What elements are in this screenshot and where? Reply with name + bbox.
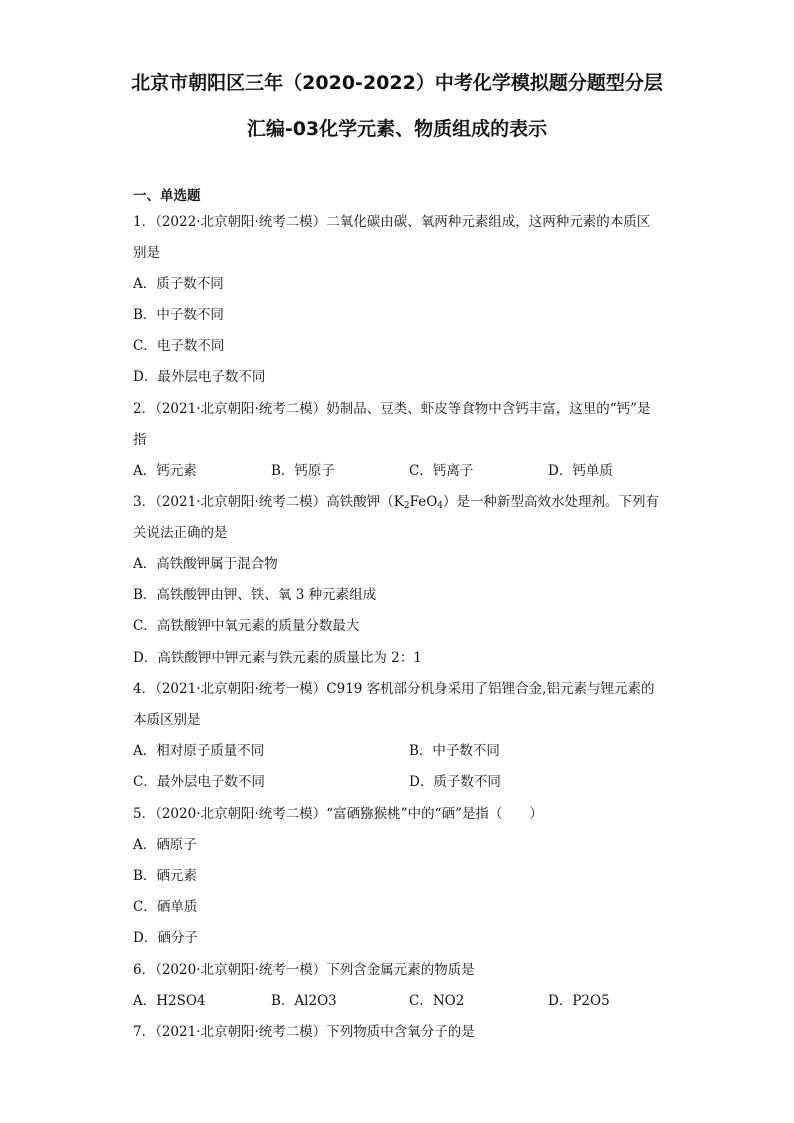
question-3-stem-part-a: 3．（2021·北京朝阳·统考二模）高铁酸钾（K [133,494,404,510]
document-title-line-1: 北京市朝阳区三年（2020-2022）中考化学模拟题分题型分层 [131,72,663,94]
section-heading: 一、单选题 [133,188,201,204]
question-2-option-c: C．钙离子 [409,463,474,479]
question-5-option-d: D．硒分子 [133,930,198,946]
question-6-option-d: D．P2O5 [548,993,610,1009]
question-5-stem: 5．（2020·北京朝阳·统考二模）“富硒猕猴桃”中的“硒”是指（ ） [133,806,543,822]
question-3-option-a: A．高铁酸钾属于混合物 [133,556,278,572]
question-2-option-b: B．钙原子 [271,463,335,479]
question-3-stem-cont: 关说法正确的是 [133,525,228,541]
question-6-option-b: B．Al2O3 [271,993,337,1009]
question-4-option-d: D．质子数不同 [409,774,501,790]
question-5-option-b: B．硒元素 [133,868,197,884]
question-4-option-c: C．最外层电子数不同 [133,774,265,790]
question-7-stem: 7．（2021·北京朝阳·统考二模）下列物质中含氧分子的是 [133,1024,475,1040]
question-1-option-a: A．质子数不同 [133,276,224,292]
question-3-subscript-1: 2 [403,501,410,511]
question-1-stem-cont: 别是 [133,245,160,261]
question-1-option-d: D．最外层电子数不同 [133,369,266,385]
question-3-option-c: C．高铁酸钾中氧元素的质量分数最大 [133,618,360,634]
question-3-option-d: D．高铁酸钾中钾元素与铁元素的质量比为 2：1 [133,650,422,666]
question-2-option-d: D．钙单质 [548,463,613,479]
document-title-line-2: 汇编-03化学元素、物质组成的表示 [246,118,548,140]
question-3-subscript-2: 4 [437,501,444,511]
question-3-stem-part-b: FeO [409,494,438,510]
question-3-stem-part-c: ）是一种新型高效水处理剂。下列有 [443,494,660,510]
question-2-stem: 2．（2021·北京朝阳·统考二模）奶制品、豆类、虾皮等食物中含钙丰富，这里的“钙”是 [133,401,651,417]
question-2-option-a: A．钙元素 [133,463,197,479]
question-1-stem: 1．（2022·北京朝阳·统考二模）二氧化碳由碳、氧两种元素组成，这两种元素的本质区 [133,214,651,230]
question-4-option-a: A．相对原子质量不同 [133,743,265,759]
question-6-option-c: C．NO2 [409,993,465,1009]
question-2-stem-cont: 指 [133,432,147,448]
question-4-option-b: B．中子数不同 [409,743,500,759]
question-1-option-c: C．电子数不同 [133,338,225,354]
question-1-option-b: B．中子数不同 [133,307,224,323]
question-5-option-a: A．硒原子 [133,837,197,853]
question-6-option-a: A．H2SO4 [133,993,206,1009]
question-6-stem: 6．（2020·北京朝阳·统考一模）下列含金属元素的物质是 [133,962,475,978]
question-5-option-c: C．硒单质 [133,899,198,915]
question-3-option-b: B．高铁酸钾由钾、铁、氧 3 种元素组成 [133,587,377,603]
question-4-stem: 4．（2021·北京朝阳·统考一模）C919 客机部分机身采用了铝锂合金,铝元素与锂元素的 [133,681,655,697]
question-4-stem-cont: 本质区别是 [133,712,201,728]
question-3-stem [133,493,659,515]
